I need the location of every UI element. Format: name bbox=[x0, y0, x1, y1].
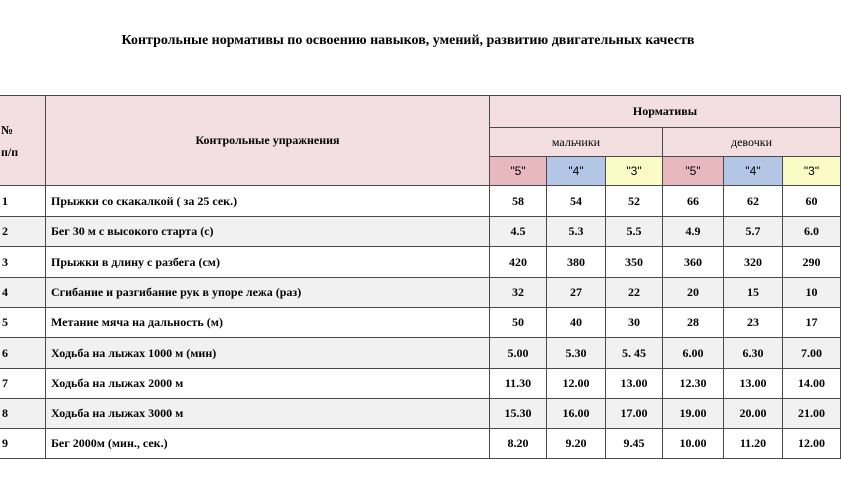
row-value: 52 bbox=[606, 186, 663, 217]
row-value: 7.00 bbox=[783, 338, 841, 369]
row-number: 5 bbox=[0, 308, 46, 338]
grade-boys-3: "3" bbox=[606, 157, 663, 186]
row-value: 420 bbox=[490, 247, 547, 278]
normatives-table bbox=[0, 95, 841, 459]
row-value: 66 bbox=[663, 186, 724, 217]
normatives-table-wrapper bbox=[0, 95, 825, 457]
header-number-symbol: № bbox=[1, 122, 14, 137]
row-value: 350 bbox=[606, 247, 663, 278]
row-value: 22 bbox=[606, 278, 663, 308]
row-value: 27 bbox=[547, 278, 606, 308]
row-value: 6.0 bbox=[783, 217, 841, 247]
row-value: 16.00 bbox=[547, 399, 606, 429]
row-value: 50 bbox=[490, 308, 547, 338]
row-value: 360 bbox=[663, 247, 724, 278]
row-value: 8.20 bbox=[490, 429, 547, 459]
row-value: 10.00 bbox=[663, 429, 724, 459]
row-value: 13.00 bbox=[724, 369, 783, 399]
grade-girls-4: "4" bbox=[724, 157, 783, 186]
header-number-abbr: п/п bbox=[1, 144, 19, 159]
row-value: 11.30 bbox=[490, 369, 547, 399]
row-value: 5.30 bbox=[547, 338, 606, 369]
row-value: 5.00 bbox=[490, 338, 547, 369]
row-value: 12.30 bbox=[663, 369, 724, 399]
row-number: 7 bbox=[0, 369, 46, 399]
row-value: 5.7 bbox=[724, 217, 783, 247]
row-value: 54 bbox=[547, 186, 606, 217]
row-exercise: Бег 30 м с высокого старта (с) bbox=[46, 217, 490, 247]
table-row bbox=[0, 308, 841, 338]
row-value: 4.5 bbox=[490, 217, 547, 247]
row-value: 58 bbox=[490, 186, 547, 217]
row-number: 3 bbox=[0, 247, 46, 278]
row-value: 20.00 bbox=[724, 399, 783, 429]
row-value: 23 bbox=[724, 308, 783, 338]
row-value: 17.00 bbox=[606, 399, 663, 429]
page-title: Контрольные нормативы по освоению навыков, умений, развитию двигательных качеств bbox=[121, 33, 695, 48]
row-value: 6.30 bbox=[724, 338, 783, 369]
table-row bbox=[0, 247, 841, 278]
row-exercise: Метание мяча на дальность (м) bbox=[46, 308, 490, 338]
row-value: 12.00 bbox=[547, 369, 606, 399]
row-value: 5. 45 bbox=[606, 338, 663, 369]
row-number: 8 bbox=[0, 399, 46, 429]
row-value: 20 bbox=[663, 278, 724, 308]
grade-boys-4: "4" bbox=[547, 157, 606, 186]
row-value: 5.3 bbox=[547, 217, 606, 247]
row-number: 2 bbox=[0, 217, 46, 247]
row-value: 21.00 bbox=[783, 399, 841, 429]
row-value: 290 bbox=[783, 247, 841, 278]
row-value: 14.00 bbox=[783, 369, 841, 399]
row-value: 5.5 bbox=[606, 217, 663, 247]
row-value: 40 bbox=[547, 308, 606, 338]
row-exercise: Бег 2000м (мин., сек.) bbox=[46, 429, 490, 459]
row-exercise: Ходьба на лыжах 3000 м bbox=[46, 399, 490, 429]
row-value: 62 bbox=[724, 186, 783, 217]
table-row bbox=[0, 369, 841, 399]
row-exercise: Ходьба на лыжах 2000 м bbox=[46, 369, 490, 399]
table-row bbox=[0, 186, 841, 217]
row-exercise: Сгибание и разгибание рук в упоре лежа (раз) bbox=[46, 278, 490, 308]
table-row bbox=[0, 217, 841, 247]
table-row bbox=[0, 278, 841, 308]
row-value: 15.30 bbox=[490, 399, 547, 429]
row-exercise: Прыжки в длину с разбега (см) bbox=[46, 247, 490, 278]
row-value: 15 bbox=[724, 278, 783, 308]
header-normatives: Нормативы bbox=[490, 96, 841, 128]
row-value: 60 bbox=[783, 186, 841, 217]
row-number: 9 bbox=[0, 429, 46, 459]
grade-boys-5: "5" bbox=[490, 157, 547, 186]
row-number: 4 bbox=[0, 278, 46, 308]
row-value: 4.9 bbox=[663, 217, 724, 247]
row-value: 6.00 bbox=[663, 338, 724, 369]
row-value: 32 bbox=[490, 278, 547, 308]
row-value: 30 bbox=[606, 308, 663, 338]
table-row bbox=[0, 399, 841, 429]
row-value: 17 bbox=[783, 308, 841, 338]
grade-girls-3: "3" bbox=[783, 157, 841, 186]
row-value: 13.00 bbox=[606, 369, 663, 399]
row-value: 320 bbox=[724, 247, 783, 278]
header-girls: девочки bbox=[663, 128, 841, 157]
grade-girls-5: "5" bbox=[663, 157, 724, 186]
row-value: 28 bbox=[663, 308, 724, 338]
row-value: 9.45 bbox=[606, 429, 663, 459]
row-value: 10 bbox=[783, 278, 841, 308]
row-value: 12.00 bbox=[783, 429, 841, 459]
row-exercise: Ходьба на лыжах 1000 м (мин) bbox=[46, 338, 490, 369]
row-number: 6 bbox=[0, 338, 46, 369]
row-value: 11.20 bbox=[724, 429, 783, 459]
row-number: 1 bbox=[0, 186, 46, 217]
header-exercise: Контрольные упражнения bbox=[46, 96, 490, 186]
row-value: 9.20 bbox=[547, 429, 606, 459]
table-row bbox=[0, 338, 841, 369]
table-row bbox=[0, 429, 841, 459]
row-value: 380 bbox=[547, 247, 606, 278]
header-boys: мальчики bbox=[490, 128, 663, 157]
row-value: 19.00 bbox=[663, 399, 724, 429]
header-number bbox=[0, 96, 46, 186]
row-exercise: Прыжки со скакалкой ( за 25 сек.) bbox=[46, 186, 490, 217]
